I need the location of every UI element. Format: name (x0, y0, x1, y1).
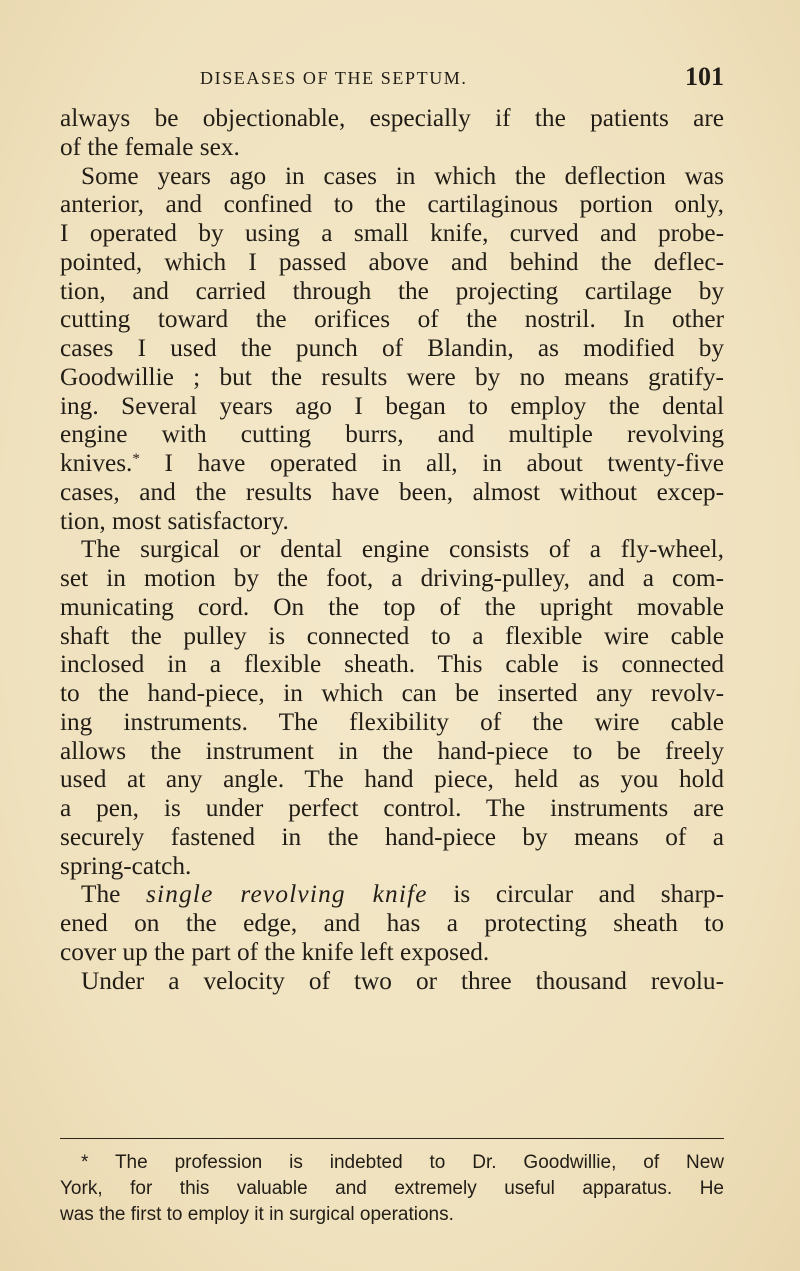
text-line: cutting toward the orifices of the nostril. In other (60, 305, 724, 334)
footnote-marker: * (132, 451, 140, 467)
text-line: inclosed in a flexible sheath. This cable is connected (60, 650, 724, 679)
emphasized-term: single revolving knife (145, 880, 428, 909)
text-line: ened on the edge, and has a protecting sheath to (60, 909, 724, 937)
text-line: ing instruments. The flexibility of the wire cable (60, 707, 724, 736)
text-line: cover up the part of the knife left exposed. (60, 937, 490, 966)
text-line: spring-catch. (60, 851, 192, 880)
line-rest: I have operated in all, in about twenty-five (164, 449, 724, 477)
footnote (60, 1150, 724, 1228)
text-line: municating cord. On the top of the upright movable (60, 592, 724, 621)
line-start: The (81, 880, 121, 909)
text-line: Some years ago in cases in which the deflection was (81, 161, 724, 190)
running-title: DISEASES OF THE SEPTUM. (200, 68, 468, 88)
text-line: pointed, which I passed above and behind the deflec- (60, 247, 724, 276)
text-line: Goodwillie ; but the results were by no means gratify- (60, 362, 724, 391)
page-number: 101 (685, 62, 724, 91)
footnote-rule (60, 1138, 724, 1139)
text-line: anterior, and confined to the cartilaginous portion only, (60, 190, 724, 219)
text-line: tion, most satisfactory. (60, 506, 289, 535)
text-line (60, 449, 724, 478)
text-line: engine with cutting burrs, and multiple revolving (60, 420, 724, 449)
running-head (60, 62, 724, 98)
text-line: tion, and carried through the projecting cartilage by (60, 276, 724, 305)
text-line: cases, and the results have been, almost without excep- (60, 477, 724, 506)
text-line: set in motion by the foot, a driving-pulley, and a com- (60, 564, 724, 592)
footnote-line: * The profession is indebted to Dr. Goodwillie, of New (81, 1152, 724, 1173)
text-line: I operated by using a small knife, curved and probe- (60, 219, 724, 247)
text-line: shaft the pulley is connected to a flexible wire cable (60, 621, 724, 650)
text-line: Under a velocity of two or three thousand revolu- (81, 966, 724, 995)
body-text (60, 104, 724, 995)
footnote-line: was the first to employ it in surgical operations. (60, 1204, 454, 1225)
text-line: securely fastened in the hand-piece by means of a (60, 822, 724, 851)
text-line: to the hand-piece, in which can be inserted any revolv- (60, 679, 724, 707)
text-line: cases I used the punch of Blandin, as modified by (60, 334, 724, 362)
text-line: used at any angle. The hand piece, held as you hold (60, 765, 724, 794)
text-line: of the female sex. (60, 132, 240, 161)
text-line: always be objectionable, especially if the patients are (60, 104, 724, 132)
text-line: The surgical or dental engine consists of a fly-wheel, (81, 535, 724, 564)
text-line (60, 880, 724, 909)
line-rest: is circular and sharp- (453, 880, 724, 909)
line-start: knives. (60, 449, 133, 477)
text-line: a pen, is under perfect control. The instruments are (60, 794, 724, 822)
text-line: ing. Several years ago I began to employ the dental (60, 391, 724, 420)
text-line: allows the instrument in the hand-piece to be freely (60, 736, 724, 765)
footnote-line: York, for this valuable and extremely useful apparatus. He (60, 1178, 724, 1199)
